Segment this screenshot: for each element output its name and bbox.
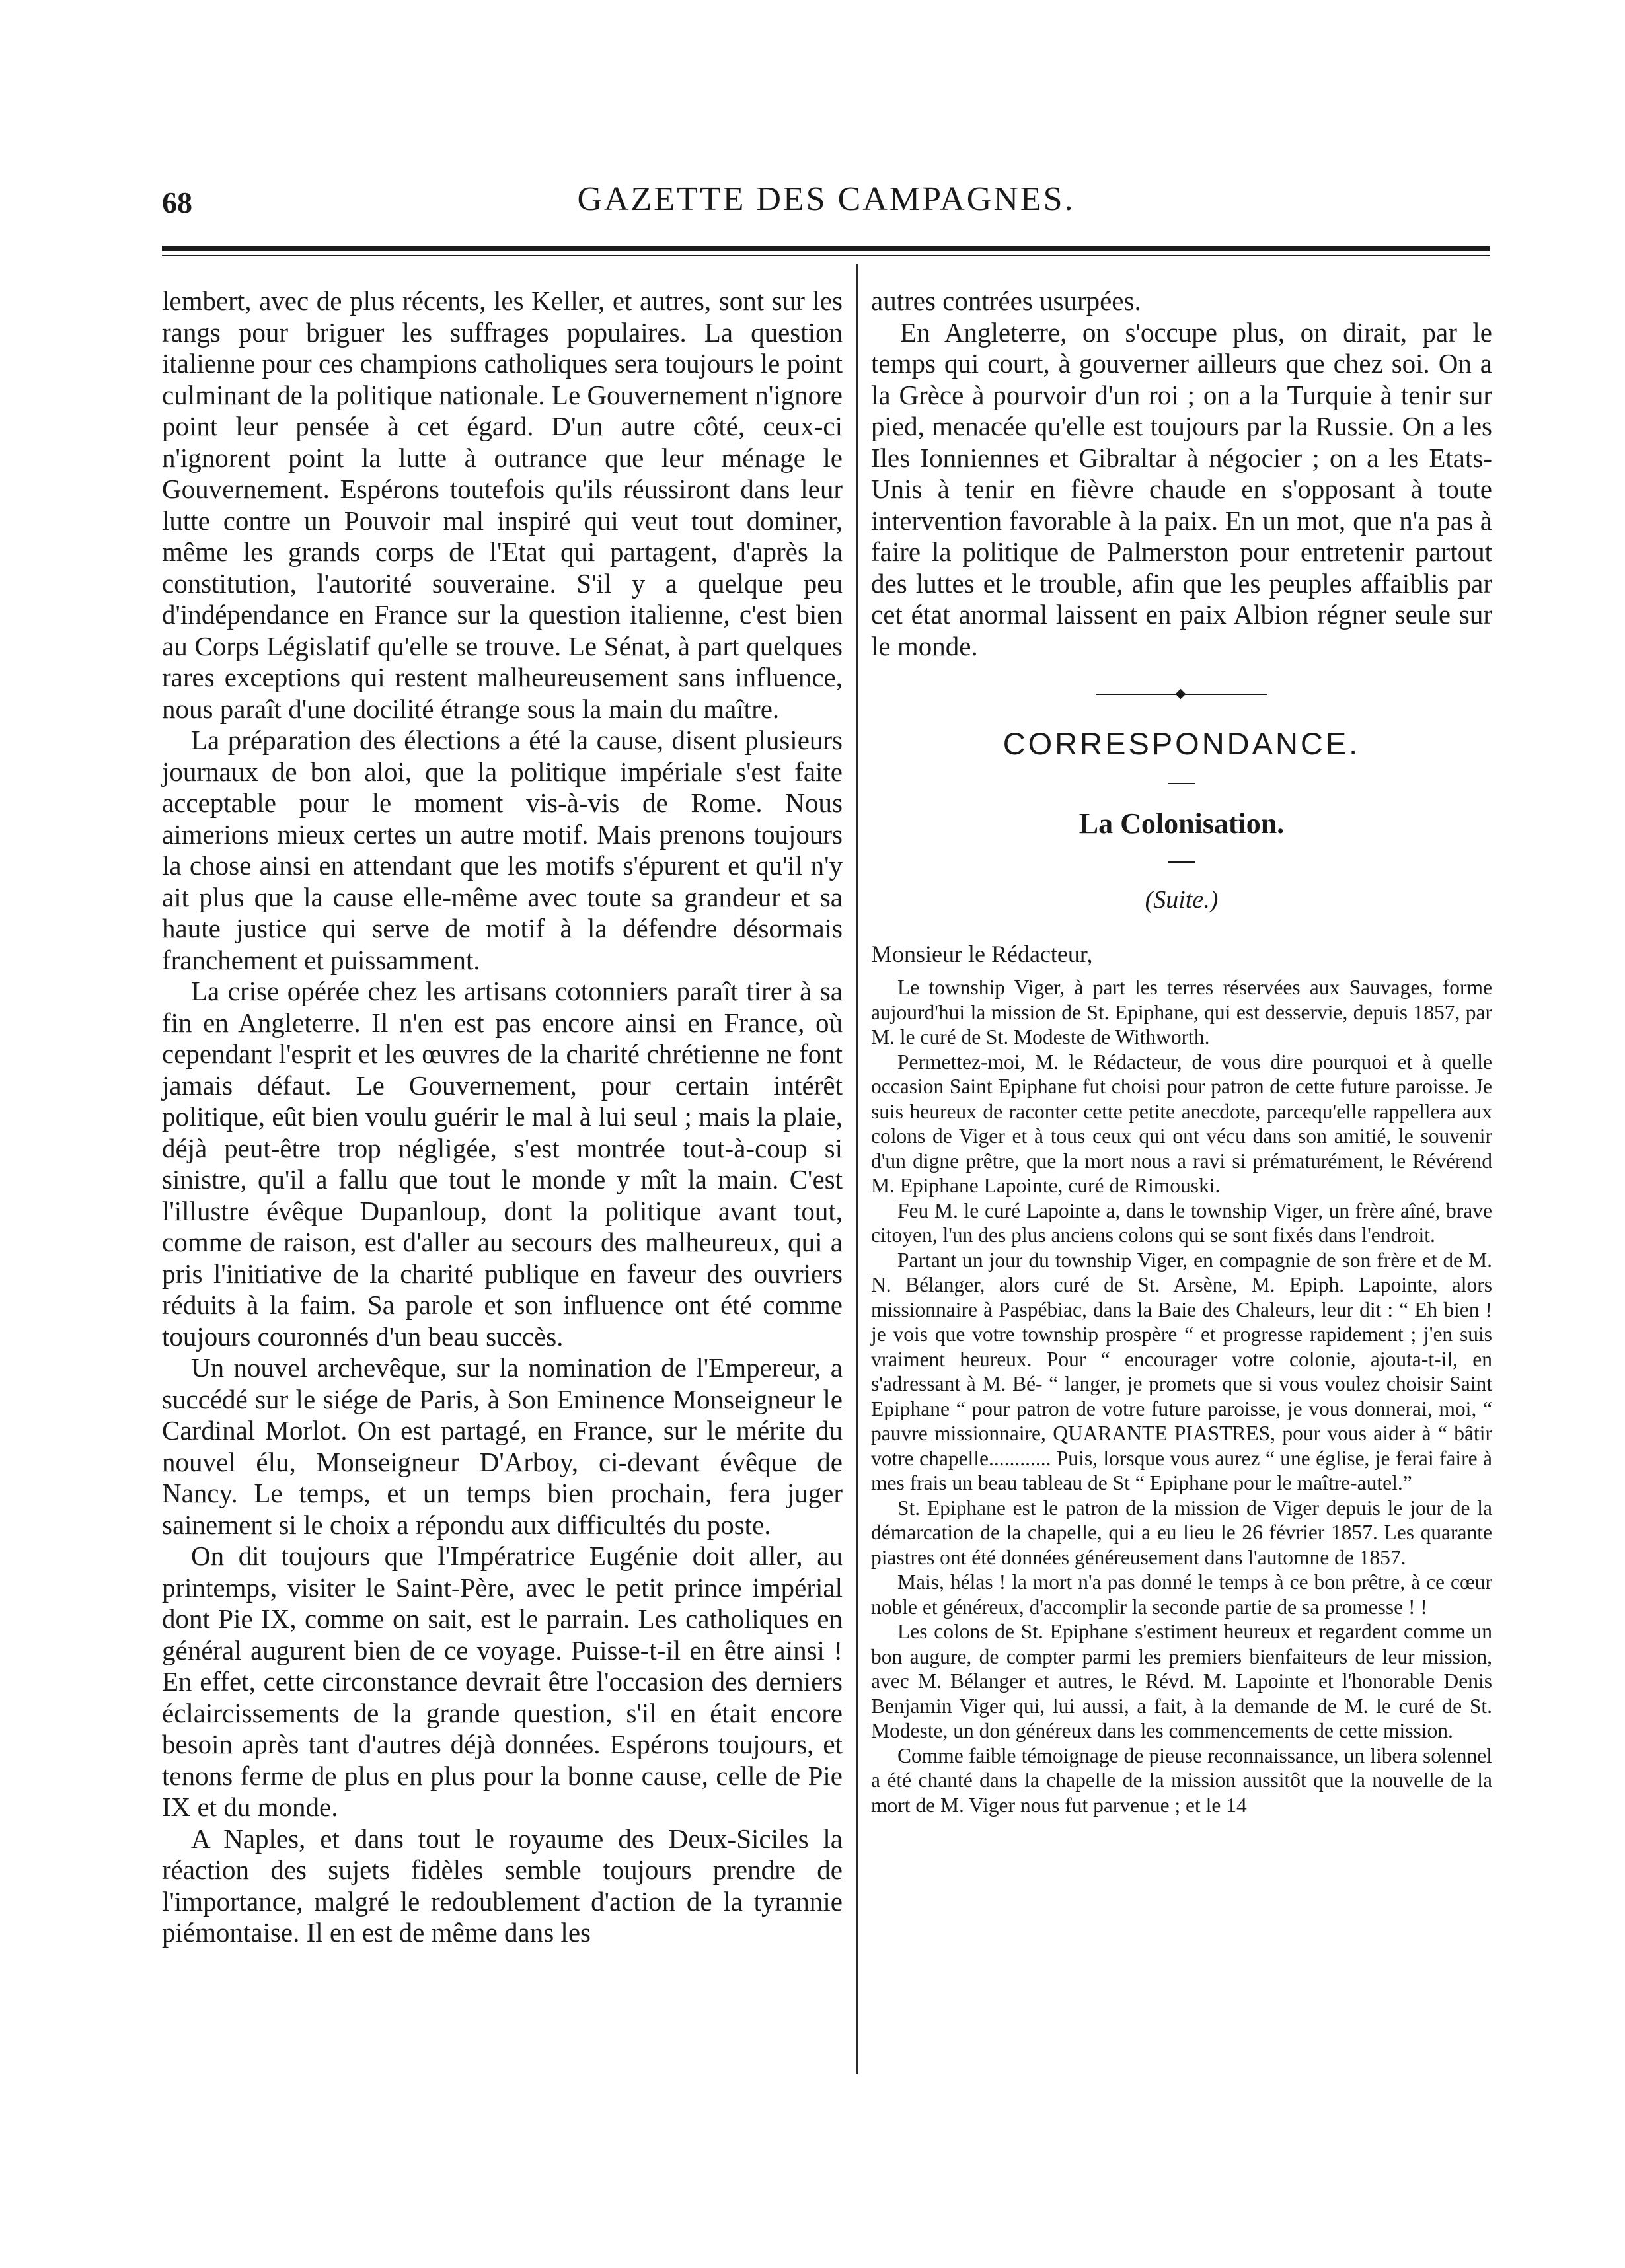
paragraph: lembert, avec de plus récents, les Keller, et autres, sont sur les rangs pour briguer les suffrages populaires. La question italienne pour ces champions catholiques sera toujours le point culminant de la politique nationale. Le Gouvernement n'ignore point leur pensée à cet égard. D'un autre côté, ceux-ci n'ignorent point la lutte à outrance que leur ménage le Gouvernement. Espérons toutefois qu'ils réussiront dans leur lutte contre un Pouvoir mal inspiré qui veut tout dominer, même les grands corps de l'Etat qui partagent, d'après la constitution, l'autorité souveraine. S'il y a quelque peu d'indépendance en France sur la question italienne, c'est bien au Corps Législatif qu'elle se trouve. Le Sénat, à part quelques rares exceptions qui restent malheureusement sans influence, nous paraît d'une docilité étrange sous la main du maître. — [162, 285, 843, 724]
right-column — [871, 285, 1492, 1817]
column-divider — [856, 264, 858, 2074]
short-rule — [1168, 783, 1195, 784]
paragraph: En Angleterre, on s'occupe plus, on dirait, par le temps qui court, à gouverner ailleurs que chez soi. On a la Grèce à pourvoir d'un roi ; on a la Turquie à tenir sur pied, menacée qu'elle est toujours par la Russie. On a les Iles Ionniennes et Gibraltar à négocier ; on a les Etats-Unis à tenir en fièvre chaude en s'opposant à toute intervention favorable à la paix. En un mot, que n'a pas à faire la politique de Palmerston pour entretenir partout des luttes et le trouble, afin que les peuples affaiblis par cet état anormal laissent en paix Albion régner seule sur le monde. — [871, 316, 1492, 661]
paragraph: Feu M. le curé Lapointe a, dans le township Viger, un frère aîné, brave citoyen, l'un des plus anciens colons qui se sont fixés dans l'endroit. — [871, 1198, 1492, 1247]
paragraph: Permettez-moi, M. le Rédacteur, de vous dire pourquoi et à quelle occasion Saint Epiphane fut choisi pour patron de cette future paroisse. Je suis heureux de raconter cette petite anecdote, parcequ'elle rappellera aux colons de Viger et à tous ceux qui ont vécu dans son amitié, le souvenir d'un digne prêtre, que la mort nous a ravi si prématurément, le Révérend M. Epiphane Lapointe, curé de Rimouski. — [871, 1050, 1492, 1197]
paragraph: St. Epiphane est le patron de la mission de Viger depuis le jour de la démarcation de la chapelle, qui a eu lieu le 26 février 1857. Les quarante piastres ont été données généreusement dans l'automne de 1857. — [871, 1496, 1492, 1569]
letter-body — [871, 975, 1492, 1817]
paragraph: Les colons de St. Epiphane s'estiment heureux et regardent comme un bon augure, de compter parmi les premiers bienfaiteurs de leur mission, avec M. Bélanger et autres, le Révd. M. Lapointe et l'honorable Denis Benjamin Viger qui, lui aussi, a fait, à la demande de M. le curé de St. Modeste, un don généreux dans les commencements de cette mission. — [871, 1620, 1492, 1742]
running-title: GAZETTE DES CAMPAGNES. — [577, 180, 1075, 218]
right-column-news — [871, 285, 1492, 662]
paragraph: La crise opérée chez les artisans cotonniers paraît tirer à sa fin en Angleterre. Il n'en est pas encore ainsi en France, où cependant l'esprit et les œuvres de la charité chrétienne ne font jamais défaut. Le Gouvernement, pour certain intérêt politique, eût bien voulu guérir le mal à lui seul ; mais la plaie, déjà peut-être trop négligée, s'est montrée tout-à-coup si sinistre, qu'il a fallu que tout le monde y mît la main. C'est l'illustre évêque Dupanloup, dont la politique avant tout, comme de raison, est d'aller au secours des malheureux, qui a pris l'initiative de la charité publique en faveur des ouvriers réduits à la faim. Sa parole et son influence ont été comme toujours couronnés d'un beau succès. — [162, 976, 843, 1352]
paragraph: A Naples, et dans tout le royaume des Deux-Siciles la réaction des sujets fidèles semble toujours prendre de l'importance, malgré le redoublement d'action de la tyrannie piémontaise. Il en est de même dans les — [162, 1823, 843, 1948]
paragraph: Comme faible témoignage de pieuse reconnaissance, un libera solennel a été chanté dans la chapelle de la mission aussitôt que la nouvelle de la mort de M. Viger nous fut parvenue ; et le 14 — [871, 1743, 1492, 1817]
header-rule-thin — [162, 255, 1490, 256]
salutation: Monsieur le Rédacteur, — [871, 941, 1093, 967]
article-title: La Colonisation. — [1078, 807, 1285, 840]
paragraph: Partant un jour du township Viger, en compagnie de son frère et de M. N. Bélanger, alors curé de St. Arsène, M. Epiph. Lapointe, alors missionnaire à Paspébiac, dans la Baie des Chaleurs, leur dit : “ Eh bien ! je vois que votre township prospère “ et progresse rapidement ; j'en suis vraiment heureux. Pour “ encourager votre colonie, ajouta-t-il, en s'adressant à M. Bé- “ langer, je promets que si vous voulez choisir Saint Epiphane “ pour patron de votre future paroisse, je vous donnerai, moi, “ pauvre missionnaire, QUARANTE PIASTRES, pour vous aider à “ bâtir votre chapelle............ Puis, lorsque vous aurez “ une église, je ferai faire à mes frais un beau tableau de St “ Epiphane pour le maître-autel.” — [871, 1248, 1492, 1494]
page-number: 68 — [162, 186, 192, 219]
paragraph: La préparation des élections a été la cause, disent plusieurs journaux de bon aloi, que la politique impériale s'est faite acceptable pour le moment vis-à-vis de Rome. Nous aimerions mieux certes un autre motif. Mais prenons toujours la chose ainsi en attendant que les motifs s'épurent et qu'il n'y ait plus que la cause elle-même avec toute sa grandeur et sa haute justice qui serve de motif à la défendre désormais franchement et puissamment. — [162, 725, 843, 975]
continued-label: (Suite.) — [1145, 886, 1219, 914]
paragraph: Le township Viger, à part les terres réservées aux Sauvages, forme aujourd'hui la mission de St. Epiphane, qui est desservie, depuis 1857, par M. le curé de St. Modeste de Withworth. — [871, 976, 1492, 1048]
section-title: CORRESPONDANCE. — [1002, 726, 1361, 761]
paragraph: On dit toujours que l'Impératrice Eugénie doit aller, au printemps, visiter le Saint-Père, avec le petit prince impérial dont Pie IX, comme on sait, est le parrain. Les catholiques en général augurent bien de ce voyage. Puisse-t-il en être ainsi ! En effet, cette circonstance devrait être l'occasion des derniers éclaircissements de la grande question, s'il en était encore besoin après tant d'autres déjà données. Espérons toujours, et tenons ferme de plus en plus pour la bonne cause, celle de Pie IX et du monde. — [162, 1541, 843, 1822]
section-ornament — [1096, 690, 1267, 699]
paragraph: Un nouvel archevêque, sur la nomination de l'Empereur, a succédé sur le siége de Paris, à Son Eminence Monseigneur le Cardinal Morlot. On est partagé, en France, sur le mérite du nouvel élu, Monseigneur D'Arboy, ci-devant évêque de Nancy. Le temps, et un temps bien prochain, fera juger sainement si le choix a répondu aux difficultés du poste. — [162, 1352, 843, 1540]
header-rule-thick — [162, 246, 1490, 251]
paragraph: Mais, hélas ! la mort n'a pas donné le temps à ce bon prêtre, à ce cœur noble et généreux, d'accomplir la seconde partie de sa promesse ! ! — [871, 1570, 1492, 1619]
short-rule — [1168, 861, 1195, 863]
left-column — [162, 285, 843, 1949]
paragraph: autres contrées usurpées. — [871, 285, 1141, 316]
page-header — [162, 180, 1490, 233]
